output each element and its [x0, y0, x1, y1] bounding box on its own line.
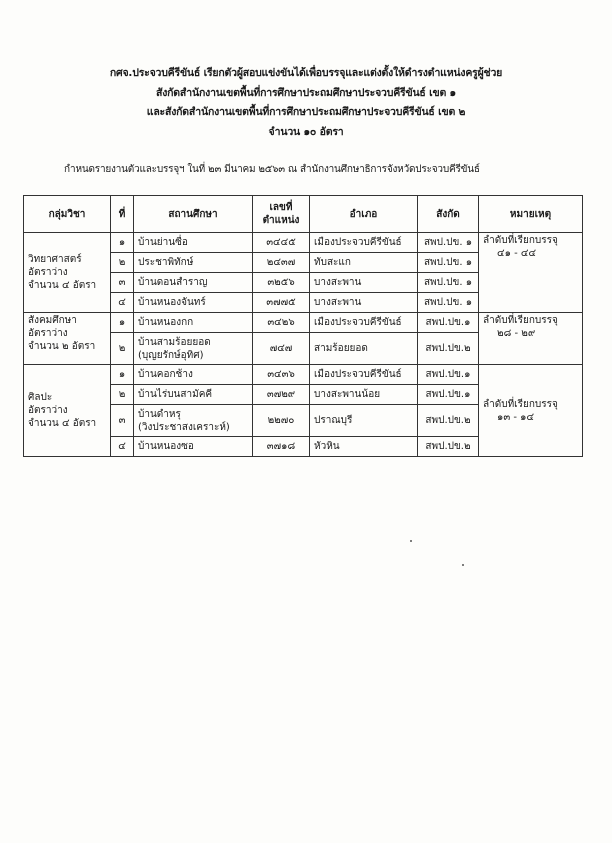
- subject-vacancy-label: อัตราว่าง: [28, 328, 68, 339]
- subject-vacancy-count: จำนวน ๒ อัตรา: [28, 341, 96, 352]
- remark-label: ลำดับที่เรียกบรรจุ: [483, 398, 558, 410]
- subject-vacancy-count: จำนวน ๔ อัตรา: [28, 280, 97, 291]
- header-position-line-1: เลขที่: [269, 202, 293, 213]
- subject-cell-art: [24, 365, 111, 457]
- school-name: บ้านหนองซอ: [134, 437, 253, 457]
- affiliation: สพป.ปข.๑: [418, 365, 479, 385]
- scan-speck: [462, 564, 464, 566]
- school-name: บ้านคอกช้าง: [134, 365, 253, 385]
- row-no: ๓: [111, 273, 134, 293]
- school-name: ประชาพิทักษ์: [134, 253, 253, 273]
- row-no: ๓: [111, 405, 134, 437]
- district: ปราณบุรี: [310, 405, 418, 437]
- row-no: ๒: [111, 333, 134, 365]
- table-header-row: [24, 196, 583, 233]
- district: บางสะพาน: [310, 293, 418, 313]
- header-affiliation: สังกัด: [418, 196, 479, 233]
- header-subject: กลุ่มวิชา: [24, 196, 111, 233]
- affiliation: สพป.ปข. ๑: [418, 253, 479, 273]
- row-no: ๑: [111, 365, 134, 385]
- district: บางสะพาน: [310, 273, 418, 293]
- position-no: ๓๔๒๖: [253, 313, 310, 333]
- subject-vacancy-label: อัตราว่าง: [28, 405, 68, 416]
- header-district: อำเภอ: [310, 196, 418, 233]
- school-name-line-1: บ้านสามร้อยยอด: [138, 336, 211, 348]
- remark-cell: [479, 233, 583, 313]
- row-no: ๔: [111, 437, 134, 457]
- row-no: ๒: [111, 385, 134, 405]
- school-name-line-2: (วิงประชาสงเคราะห์): [138, 421, 230, 433]
- affiliation: สพป.ปข. ๑: [418, 273, 479, 293]
- remark-label: ลำดับที่เรียกบรรจุ: [483, 235, 558, 246]
- school-name: [134, 333, 253, 365]
- header-position-no: [253, 196, 310, 233]
- school-name-line-1: บ้านดำหรุ: [138, 408, 181, 420]
- district: หัวหิน: [310, 437, 418, 457]
- vacancy-table: [23, 195, 583, 457]
- remark-range: ๔๑ - ๔๔: [497, 248, 537, 259]
- affiliation: สพป.ปข.๒: [418, 437, 479, 457]
- row-no: ๔: [111, 293, 134, 313]
- remark-range: ๒๘ - ๒๙: [497, 328, 536, 339]
- affiliation: สพป.ปข.๒: [418, 333, 479, 365]
- subject-cell-science: [24, 233, 111, 313]
- subject-name: ศิลปะ: [28, 392, 53, 403]
- affiliation: สพป.ปข.๒: [418, 405, 479, 437]
- district: เมืองประจวบคีรีขันธ์: [310, 365, 418, 385]
- school-name: บ้านไร่บนสามัคคี: [134, 385, 253, 405]
- position-no: ๗๔๗: [253, 333, 310, 365]
- subject-name: วิทยาศาสตร์: [28, 254, 82, 265]
- school-name: [134, 405, 253, 437]
- header-no: ที่: [111, 196, 134, 233]
- remark-range: ๑๓ - ๑๔: [497, 411, 535, 423]
- position-no: ๒๒๗๐: [253, 405, 310, 437]
- position-no: ๓๗๑๘: [253, 437, 310, 457]
- header-line-3: และสังกัดสำนักงานเขตพื้นที่การศึกษาประถมศึกษาประจวบคีรีขันธ์ เขต ๒: [146, 106, 466, 118]
- district: บางสะพานน้อย: [310, 385, 418, 405]
- position-no: ๒๔๓๗: [253, 253, 310, 273]
- affiliation: สพป.ปข.๑: [418, 313, 479, 333]
- affiliation: สพป.ปข.๑: [418, 385, 479, 405]
- row-no: ๒: [111, 253, 134, 273]
- subject-vacancy-count: จำนวน ๔ อัตรา: [28, 418, 97, 429]
- header-remark: หมายเหตุ: [479, 196, 583, 233]
- district: เมืองประจวบคีรีขันธ์: [310, 233, 418, 253]
- school-name-line-2: (บุญยรักษ์อุทิศ): [138, 349, 204, 361]
- header-line-4: จำนวน ๑๐ อัตรา: [268, 125, 344, 138]
- row-no: ๑: [111, 313, 134, 333]
- affiliation: สพป.ปข. ๑: [418, 293, 479, 313]
- remark-label: ลำดับที่เรียกบรรจุ: [483, 315, 558, 326]
- table-row: [24, 313, 583, 333]
- position-no: ๓๔๓๖: [253, 365, 310, 385]
- district: เมืองประจวบคีรีขันธ์: [310, 313, 418, 333]
- position-no: ๓๒๕๖: [253, 273, 310, 293]
- header-line-2: สังกัดสำนักงานเขตพื้นที่การศึกษาประถมศึกษาประจวบคีรีขันธ์ เขต ๑: [155, 86, 456, 99]
- position-no: ๓๔๔๕: [253, 233, 310, 253]
- position-no: ๓๗๗๕: [253, 293, 310, 313]
- header-position-line-2: ตำแหน่ง: [262, 215, 300, 226]
- district: สามร้อยยอด: [310, 333, 418, 365]
- table-row: [24, 365, 583, 385]
- subject-cell-social: [24, 313, 111, 365]
- remark-cell: [479, 365, 583, 457]
- row-no: ๑: [111, 233, 134, 253]
- affiliation: สพป.ปข. ๑: [418, 233, 479, 253]
- header-school: สถานศึกษา: [134, 196, 253, 233]
- document-header: [0, 64, 612, 142]
- district: ทับสะแก: [310, 253, 418, 273]
- position-no: ๓๗๒๙: [253, 385, 310, 405]
- subject-vacancy-label: อัตราว่าง: [28, 267, 68, 278]
- school-name: บ้านย่านซื่อ: [134, 233, 253, 253]
- subject-name: สังคมศึกษา: [28, 315, 77, 326]
- school-name: บ้านหนองกก: [134, 313, 253, 333]
- table-row: [24, 233, 583, 253]
- header-line-1: กศจ.ประจวบคีรีขันธ์ เรียกตัวผู้สอบแข่งขันได้เพื่อบรรจุและแต่งตั้งให้ดำรงตำแหน่งครูผู้ช่วย: [109, 67, 503, 79]
- school-name: บ้านหนองจันทร์: [134, 293, 253, 313]
- report-date-line: กำหนดรายงานตัวและบรรจุฯ ในที่ ๒๓ มีนาคม ๒๕๖๓ ณ สำนักงานศึกษาธิการจังหวัดประจวบคีรีขันธ์: [64, 164, 480, 175]
- scan-speck: [410, 540, 412, 542]
- school-name: บ้านดอนสำราญ: [134, 273, 253, 293]
- remark-cell: [479, 313, 583, 365]
